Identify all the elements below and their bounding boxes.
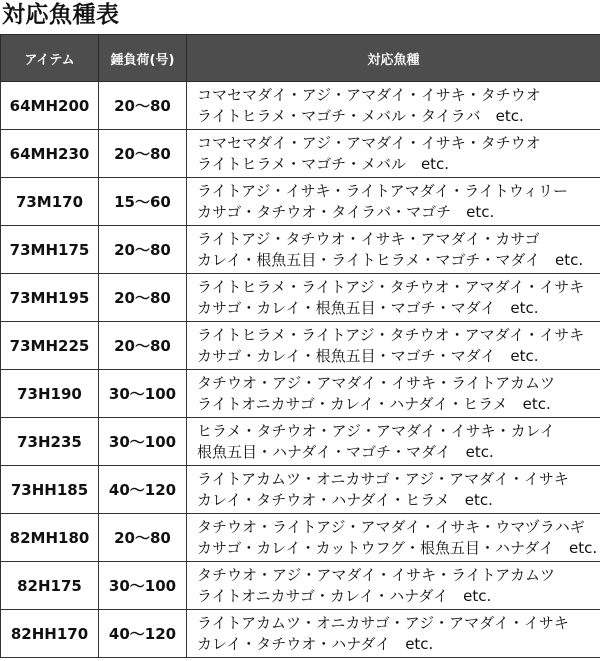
fish-line: コマセマダイ・アジ・アマダイ・イサキ・タチウオ	[197, 133, 541, 152]
model-cell: 64MH200	[1, 82, 99, 130]
table-body	[1, 82, 600, 658]
fish-cell	[187, 514, 600, 562]
table-row	[1, 130, 600, 178]
fish-line: ライトアカムツ・オニカサゴ・アジ・アマダイ・イサキ	[197, 613, 569, 632]
weight-cell: 20～80	[99, 274, 187, 322]
weight-cell: 40～120	[99, 610, 187, 658]
table-row	[1, 370, 600, 418]
fish-cell	[187, 82, 600, 130]
weight-cell: 20～80	[99, 130, 187, 178]
fish-line: カレイ・根魚五目・ライトヒラメ・マゴチ・マダイ etc.	[197, 250, 584, 269]
weight-cell: 15～60	[99, 178, 187, 226]
weight-cell: 20～80	[99, 226, 187, 274]
fish-cell	[187, 418, 600, 466]
fish-cell	[187, 130, 600, 178]
table-row	[1, 610, 600, 658]
fish-line: ライトヒラメ・マゴチ・メバル etc.	[197, 154, 450, 173]
fish-line: ライトアカムツ・オニカサゴ・アジ・アマダイ・イサキ	[197, 469, 569, 488]
model-cell: 82H175	[1, 562, 99, 610]
fish-line: タチウオ・アジ・アマダイ・イサキ・ライトアカムツ	[197, 373, 556, 392]
fish-line: ヒラメ・タチウオ・アジ・アマダイ・イサキ・カレイ	[197, 421, 555, 440]
model-cell: 73MH175	[1, 226, 99, 274]
fish-line: ライトヒラメ・ライトアジ・タチウオ・アマダイ・イサキ	[197, 277, 585, 296]
fish-line: ライトオニカサゴ・カレイ・ハナダイ・ヒラメ etc.	[197, 394, 551, 413]
fish-line: タチウオ・アジ・アマダイ・イサキ・ライトアカムツ	[197, 565, 556, 584]
model-cell: 73M170	[1, 178, 99, 226]
weight-cell: 20～80	[99, 82, 187, 130]
fish-line: カサゴ・カレイ・根魚五目・マゴチ・マダイ etc.	[197, 298, 539, 317]
weight-cell: 20～80	[99, 322, 187, 370]
fish-cell	[187, 226, 600, 274]
model-cell: 73MH225	[1, 322, 99, 370]
weight-cell: 30～100	[99, 418, 187, 466]
table-row	[1, 466, 600, 514]
table-row	[1, 274, 600, 322]
fish-line: タチウオ・ライトアジ・アマダイ・イサキ・ウマヅラハギ	[197, 517, 585, 536]
fish-line: ライトアジ・イサキ・ライトアマダイ・ライトウィリー	[197, 181, 568, 200]
fish-line: ライトヒラメ・ライトアジ・タチウオ・アマダイ・イサキ	[197, 325, 585, 344]
header-item: アイテム	[1, 35, 99, 82]
model-cell: 73H190	[1, 370, 99, 418]
fish-cell	[187, 274, 600, 322]
table-row	[1, 418, 600, 466]
fish-species-table	[0, 34, 600, 658]
model-cell: 73H235	[1, 418, 99, 466]
weight-cell: 40～120	[99, 466, 187, 514]
table-row	[1, 178, 600, 226]
fish-cell	[187, 610, 600, 658]
fish-line: ライトオニカサゴ・カレイ・ハナダイ etc.	[197, 586, 492, 605]
fish-cell	[187, 178, 600, 226]
page-title: 対応魚種表	[2, 2, 120, 28]
fish-cell	[187, 370, 600, 418]
model-cell: 73HH185	[1, 466, 99, 514]
header-fish: 対応魚種	[187, 35, 600, 82]
table-row	[1, 322, 600, 370]
weight-cell: 20～80	[99, 514, 187, 562]
fish-line: カレイ・タチウオ・ハナダイ・ヒラメ etc.	[197, 490, 493, 509]
fish-line: カサゴ・タチウオ・タイラバ・マゴチ etc.	[197, 202, 495, 221]
fish-line: 根魚五目・ハナダイ・マゴチ・マダイ etc.	[197, 442, 494, 461]
fish-line: ライトヒラメ・マゴチ・メバル・タイラバ etc.	[197, 106, 524, 125]
table-row	[1, 562, 600, 610]
header-weight: 錘負荷(号)	[99, 35, 187, 82]
fish-line: カレイ・タチウオ・ハナダイ etc.	[197, 634, 434, 653]
fish-line: ライトアジ・タチウオ・イサキ・アマダイ・カサゴ	[197, 229, 540, 248]
table-row	[1, 514, 600, 562]
fish-line: カサゴ・カレイ・根魚五目・マゴチ・マダイ etc.	[197, 346, 539, 365]
model-cell: 82HH170	[1, 610, 99, 658]
fish-cell	[187, 562, 600, 610]
weight-cell: 30～100	[99, 370, 187, 418]
table-header-row	[1, 35, 600, 82]
fish-cell	[187, 466, 600, 514]
model-cell: 73MH195	[1, 274, 99, 322]
fish-line: コマセマダイ・アジ・アマダイ・イサキ・タチウオ	[197, 85, 541, 104]
table-row	[1, 226, 600, 274]
model-cell: 64MH230	[1, 130, 99, 178]
weight-cell: 30～100	[99, 562, 187, 610]
model-cell: 82MH180	[1, 514, 99, 562]
fish-cell	[187, 322, 600, 370]
fish-line: カサゴ・カレイ・カットウフグ・根魚五目・ハナダイ etc.	[197, 538, 598, 557]
table-row	[1, 82, 600, 130]
